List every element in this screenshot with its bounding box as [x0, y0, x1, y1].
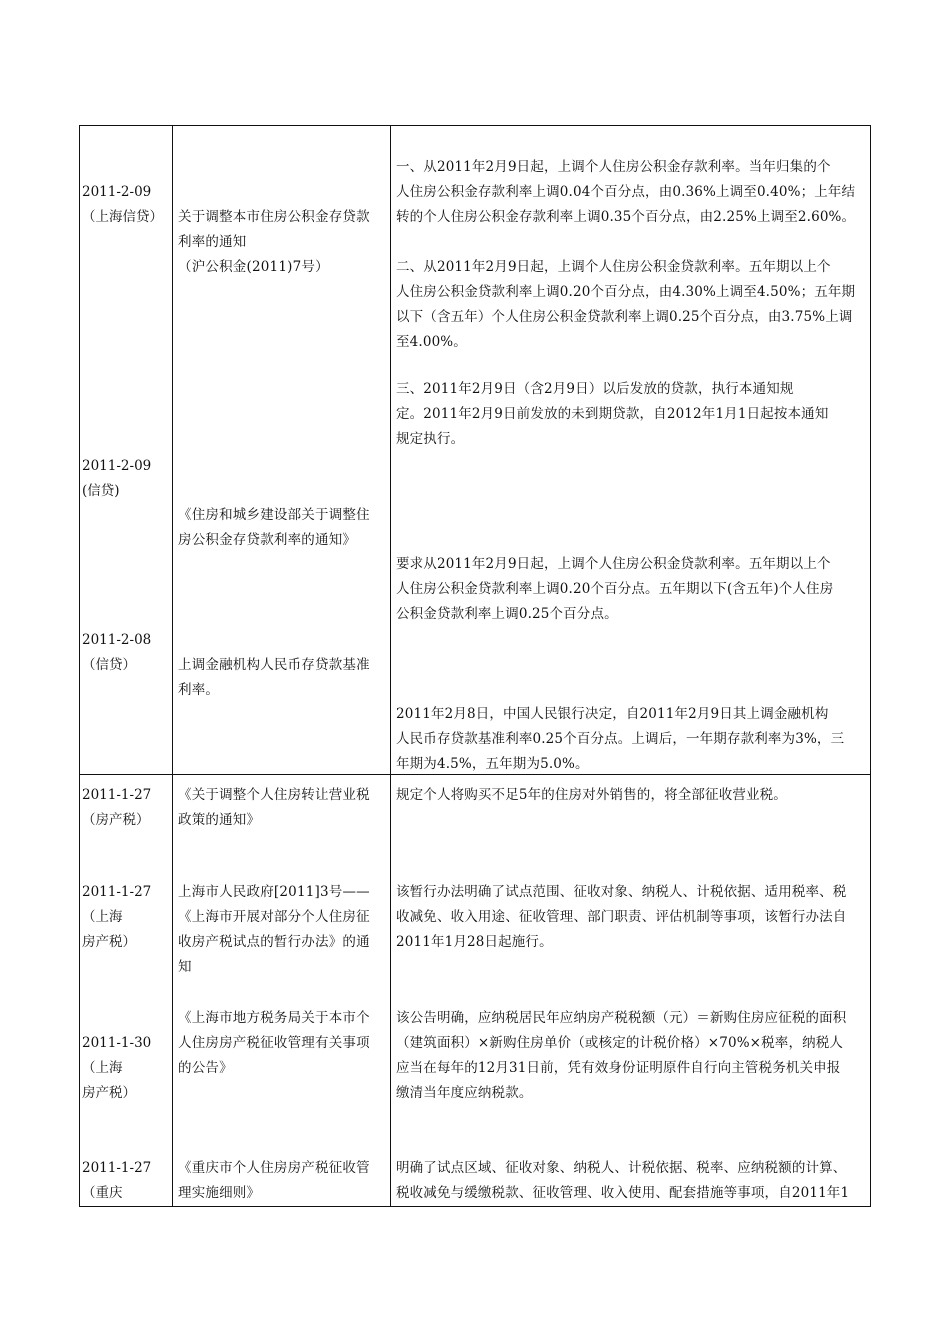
title-cell: 《上海市地方税务局关于本市个 人住房房产税征收管理有关事项 的公告》 — [178, 1010, 370, 1076]
policy-table — [79, 125, 871, 1207]
date-cell: 2011-1-30 （上海 房产税） — [82, 1035, 152, 1101]
title-cell: 关于调整本市住房公积金存贷款 利率的通知 （沪公积金(2011)7号） — [178, 209, 370, 275]
date-cell: 2011-1-27 （重庆 — [82, 1160, 152, 1201]
title-cell: 《重庆市个人住房房产税征收管 理实施细则》 — [178, 1160, 370, 1201]
content-paragraph: 明确了试点区域、征收对象、纳税人、计税依据、税率、应纳税额的计算、 税收减免与缓缴税款、征收管理、收入使用、配套措施等事项，自2011年1 — [396, 1160, 850, 1201]
title-cell: 上调金融机构人民币存贷款基准 利率。 — [178, 657, 370, 698]
date-cell: 2011-2-09 （上海信贷） — [82, 184, 163, 225]
content-paragraph: 二、从2011年2月9日起，上调个人住房公积金贷款利率。五年期以上个 人住房公积金贷款利率上调0.20个百分点，由4.30%上调至4.50%；五年期 以下（含五年）个人住房公积金贷款利率上调0.25个百分点，由3.75%上调 至4.00%。 — [396, 259, 856, 350]
date-cell: 2011-2-09 (信贷) — [82, 458, 152, 499]
date-cell: 2011-1-27 （上海 房产税） — [82, 884, 152, 950]
date-cell: 2011-1-27 （房产税） — [82, 787, 152, 828]
content-paragraph: 2011年2月8日，中国人民银行决定，自2011年2月9日其上调金融机构 人民币存贷款基准利率0.25个百分点。上调后，一年期存款利率为3%，三 年期为4.5%，五年期为5.0%。 — [396, 706, 845, 772]
column-divider-1 — [172, 126, 173, 1206]
content-paragraph: 规定个人将购买不足5年的住房对外销售的，将全部征收营业税。 — [396, 787, 787, 803]
content-paragraph: 一、从2011年2月9日起，上调个人住房公积金存款利率。当年归集的个 人住房公积金存款利率上调0.04个百分点，由0.36%上调至0.40%；上年结 转的个人住房公积金存款利率上调0.35个百分点，由2.25%上调至2.60%。 — [396, 159, 856, 225]
content-paragraph: 要求从2011年2月9日起，上调个人住房公积金贷款利率。五年期以上个 人住房公积金贷款利率上调0.20个百分点。五年期以下(含五年)个人住房 公积金贷款利率上调0.25个百分点。 — [396, 556, 834, 622]
title-cell: 《住房和城乡建设部关于调整住 房公积金存贷款利率的通知》 — [178, 507, 370, 548]
title-cell: 《关于调整个人住房转让营业税 政策的通知》 — [178, 787, 370, 828]
date-cell: 2011-2-08 （信贷） — [82, 632, 152, 673]
column-divider-2 — [390, 126, 391, 1206]
content-paragraph: 该公告明确，应纳税居民年应纳房产税税额（元）＝新购住房应征税的面积 （建筑面积）×新购住房单价（或核定的计税价格）×70%×税率，纳税人 应当在每年的12月31日前，凭有效身份证明原件自行向主管税务机关申报 缴清当年度应纳税款。 — [396, 1010, 847, 1101]
title-cell: 上海市人民政府[2011]3号—— 《上海市开展对部分个人住房征 收房产税试点的暂行办法》的通 知 — [178, 884, 370, 975]
content-paragraph: 该暂行办法明确了试点范围、征收对象、纳税人、计税依据、适用税率、税 收减免、收入用途、征收管理、部门职责、评估机制等事项，该暂行办法自 2011年1月28日起施行。 — [396, 884, 847, 950]
content-paragraph: 三、2011年2月9日（含2月9日）以后发放的贷款，执行本通知规 定。2011年2月9日前发放的未到期贷款，自2012年1月1日起按本通知 规定执行。 — [396, 381, 829, 447]
